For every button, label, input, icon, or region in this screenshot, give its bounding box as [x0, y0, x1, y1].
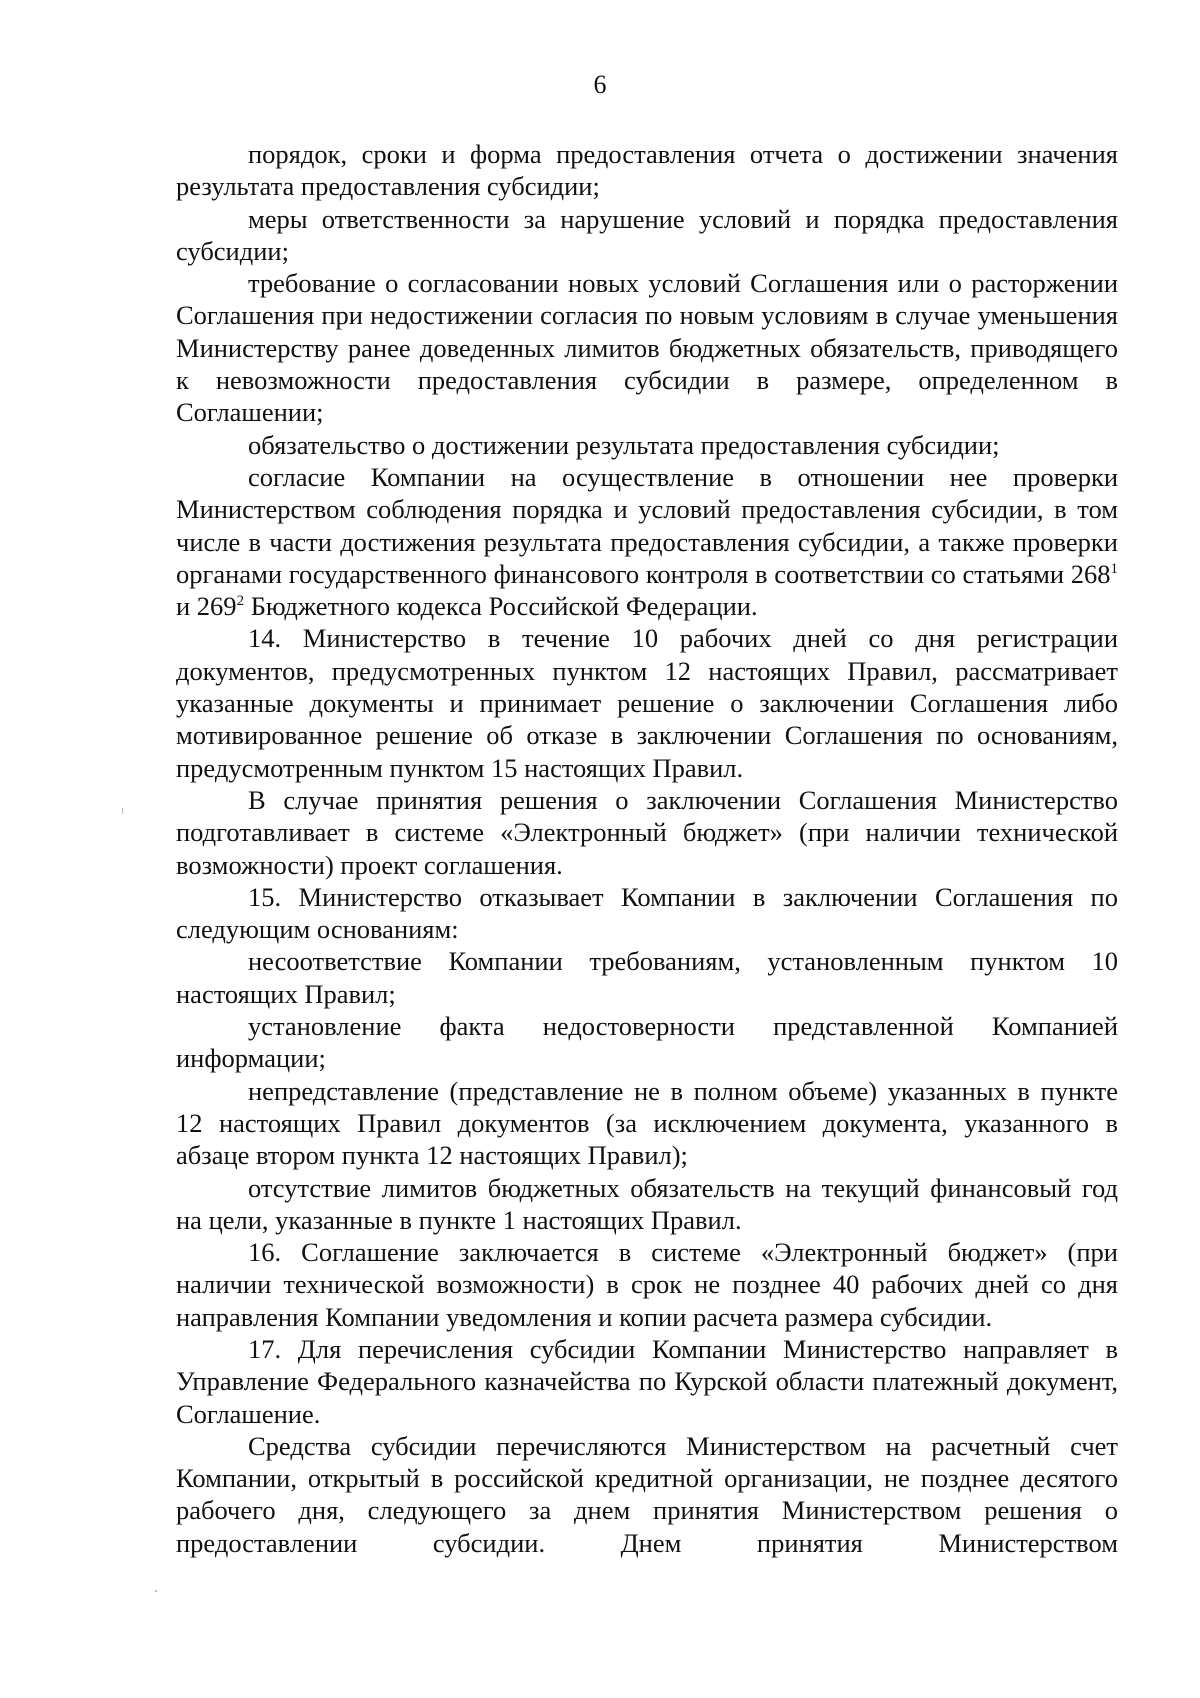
document-body — [176, 138, 1118, 1559]
paragraph-nonconformity: несоответствие Компании требованиям, установленным пунктом 10 настоящих Правил; — [176, 946, 1118, 1009]
paragraph-false-information: установление факта недостоверности представленной Компанией информации; — [176, 1011, 1118, 1074]
page-number: 6 — [593, 70, 607, 99]
footnote-superscript-2: 2 — [236, 593, 245, 610]
paragraph-no-budget-limits: отсутствие лимитов бюджетных обязательств на текущий финансовый год на цели, указанные в пункте 1 настоящих Правил. — [176, 1172, 1118, 1235]
inspection-consent-text: согласие Компании на осуществление в отношении нее проверки Министерством соблюдения порядка и условий предоставления субсидии, в том числе в части достижения результата предоставления субсидии, а также проверки органами государственного финансового контроля в соответствии со статьями 268 — [176, 461, 1118, 589]
paragraph-inspection-consent — [176, 461, 1118, 622]
inspection-consent-text-middle: и 269 — [176, 591, 237, 622]
paragraph-clause-17: 17. Для перечисления субсидии Компании Министерство направляет в Управление Федерального казначейства по Курской области платежный документ, Соглашение. — [176, 1333, 1118, 1429]
paragraph-clause-15: 15. Министерство отказывает Компании в заключении Соглашения по следующим основаниям: — [176, 881, 1118, 945]
paragraph-liability-measures: меры ответственности за нарушение условий и порядка предоставления субсидии; — [176, 203, 1118, 266]
paragraph-report-procedure: порядок, сроки и форма предоставления отчета о достижении значения результата предоставления субсидии; — [176, 139, 1118, 202]
inspection-consent-text-end: Бюджетного кодекса Российской Федерации. — [244, 591, 758, 622]
paragraph-funds-transfer: Средства субсидии перечисляются Министерством на расчетный счет Компании, открытый в российской кредитной организации, не позднее десятого рабочего дня, следующего за днем принятия Министерством решения о предоставлении субсидии. Днем принятия Министерством — [176, 1430, 1118, 1558]
paragraph-missing-documents: непредставление (представление не в полном объеме) указанных в пункте 12 настоящих Правил документов (за исключением документа, указанного в абзаце втором пункта 12 настоящих Правил); — [176, 1075, 1118, 1171]
scan-speck — [155, 1590, 157, 1592]
paragraph-clause-16: 16. Соглашение заключается в системе «Электронный бюджет» (при наличии технической возможности) в срок не позднее 40 рабочих дней со дня направления Компании уведомления и копии расчета размера субсидии. — [176, 1237, 1118, 1332]
scan-speck — [122, 808, 123, 814]
paragraph-agreement-amendment: требование о согласовании новых условий Соглашения или о расторжении Соглашения при недостижении согласия по новым условиям в случае уменьшения Министерству ранее доведенных лимитов бюджетных обязательств, приводящего к невозможности предоставления субсидии в размере, определенном в Соглашении; — [176, 268, 1118, 428]
footnote-superscript-1: 1 — [1110, 560, 1118, 577]
paragraph-clause-14: 14. Министерство в течение 10 рабочих дней со дня регистрации документов, предусмотренных пунктом 12 настоящих Правил, рассматривает указанные документы и принимает решение о заключении Соглашения либо мотивированное решение об отказе в заключении Соглашения по основаниям, предусмотренным пунктом 15 настоящих Правил. — [176, 623, 1118, 783]
paragraph-result-obligation: обязательство о достижении результата предоставления субсидии; — [248, 429, 1000, 460]
paragraph-agreement-preparation: В случае принятия решения о заключении Соглашения Министерство подготавливает в системе «Электронный бюджет» (при наличии технической возможности) проект соглашения. — [176, 784, 1118, 880]
